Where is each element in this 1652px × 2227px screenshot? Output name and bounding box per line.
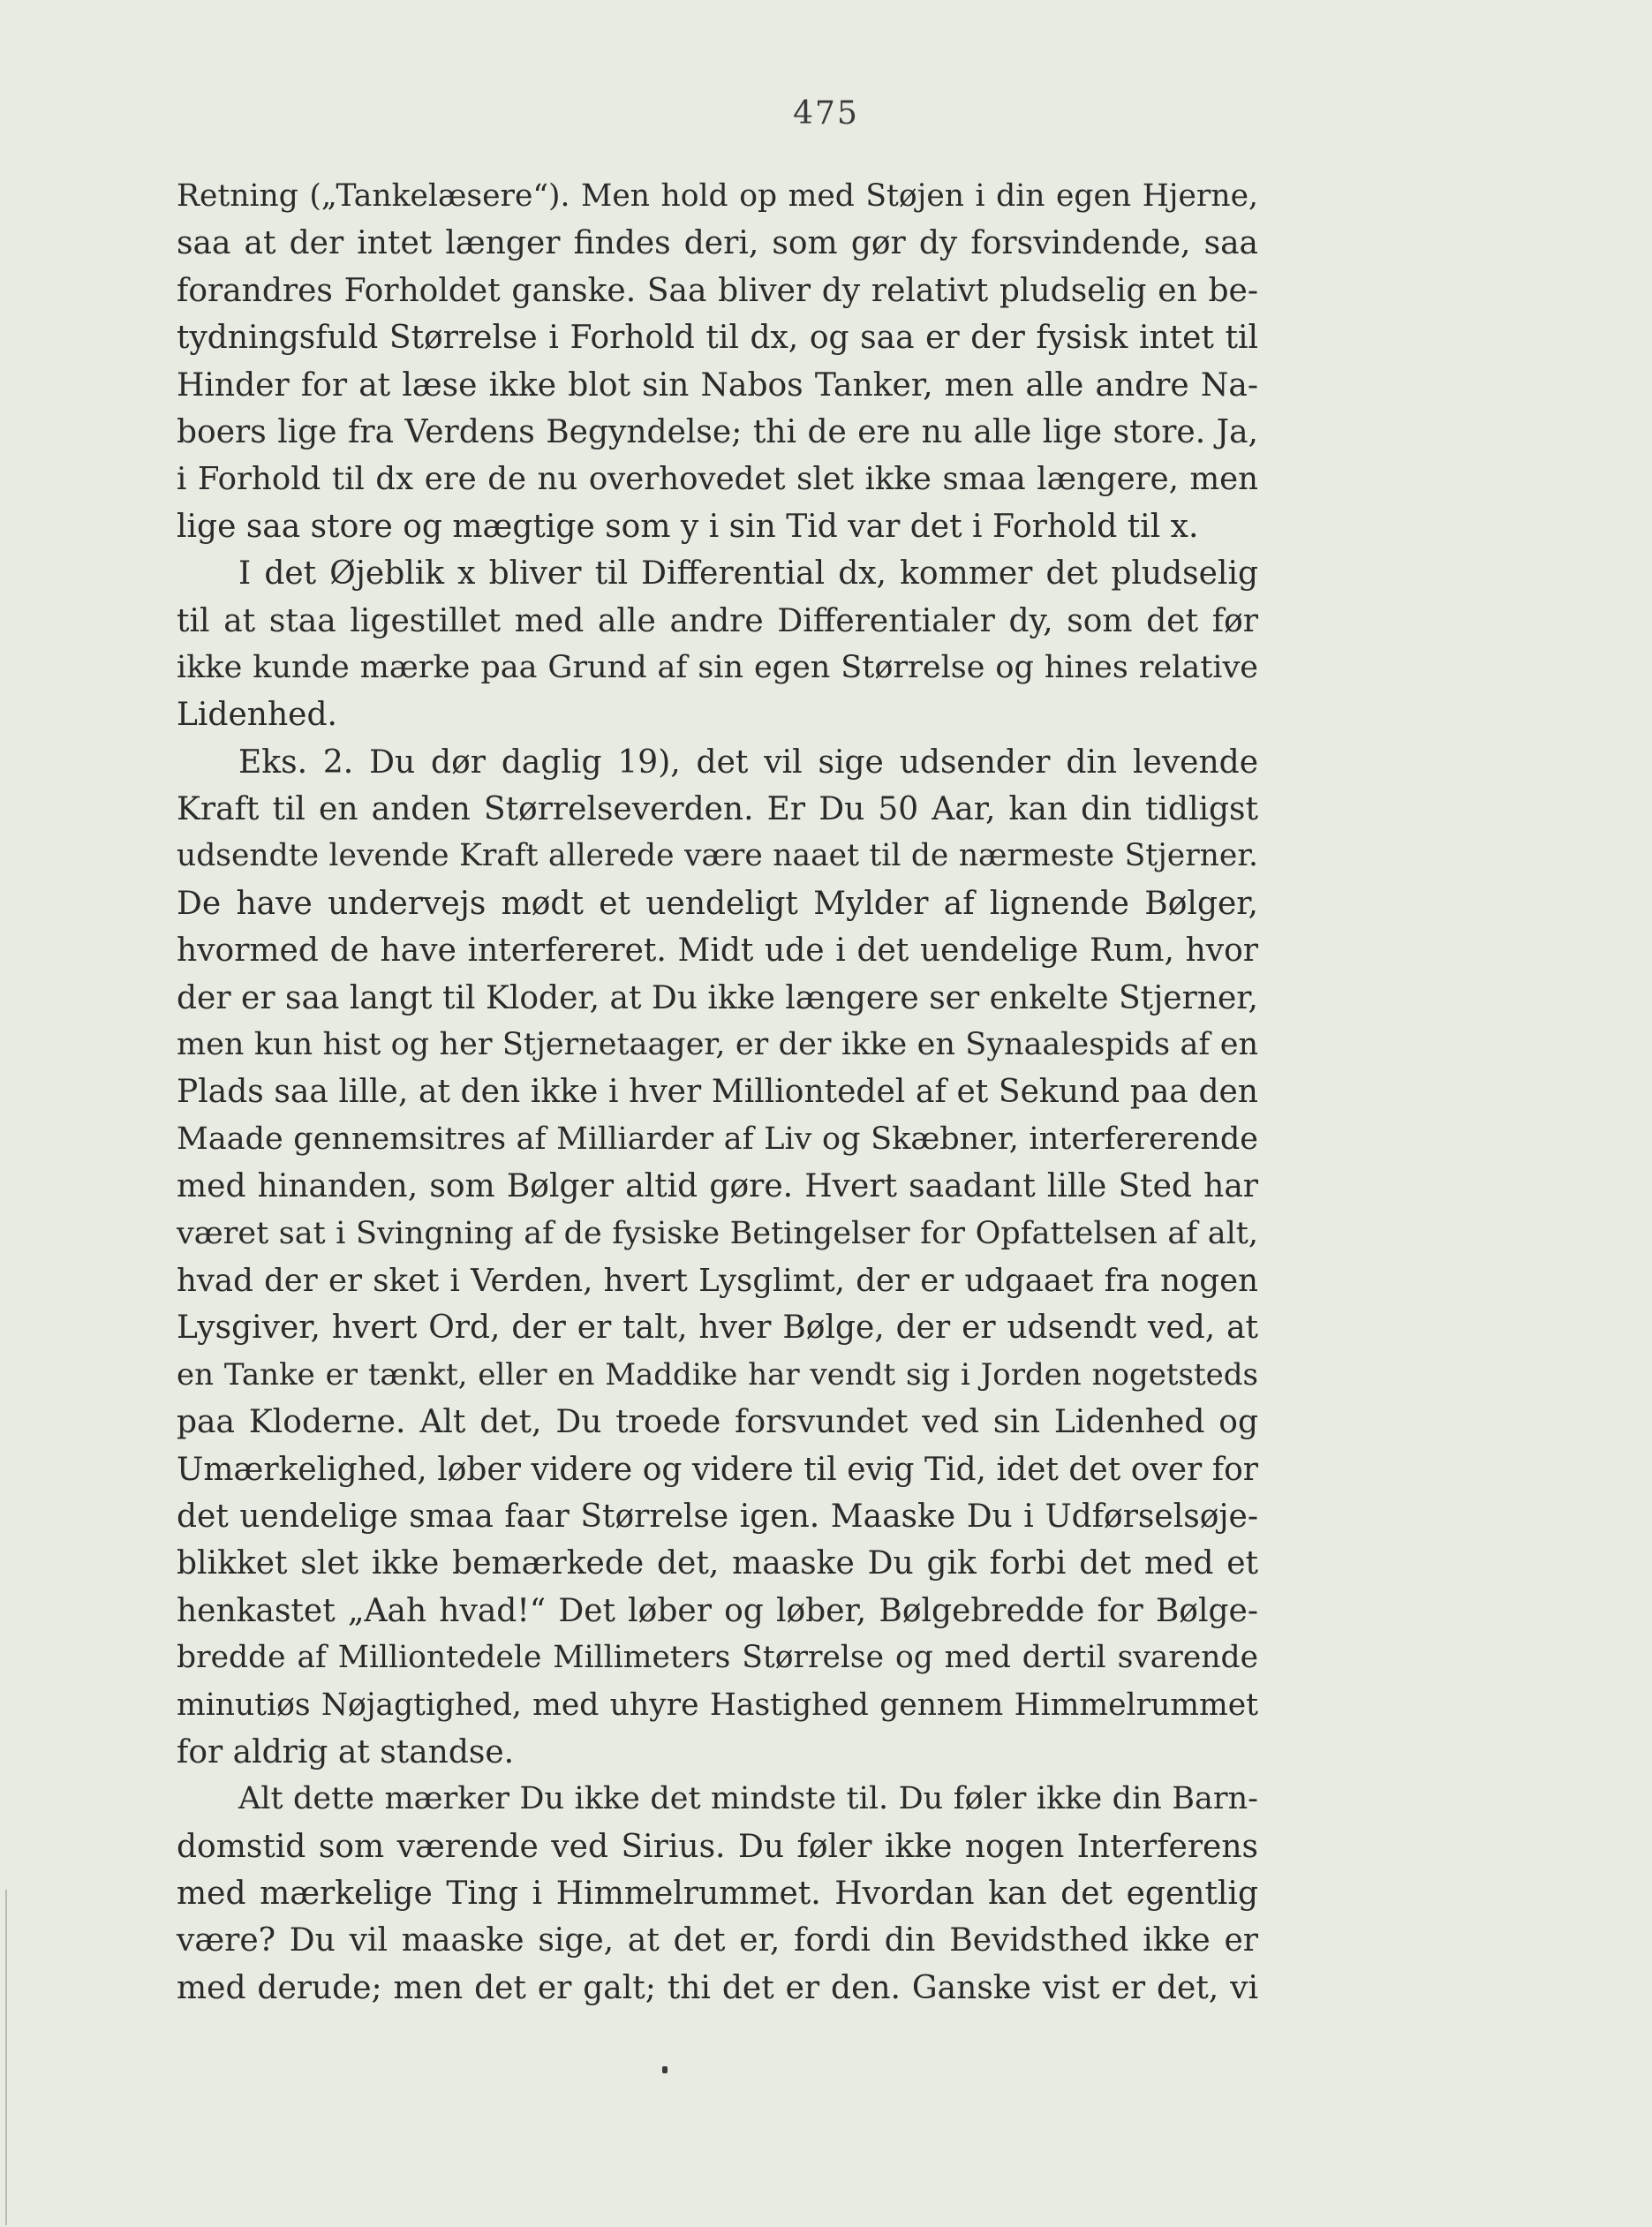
text-line: saa at der intet længer findes deri, som gør dy forsvindende, saa — [177, 225, 1258, 262]
body-text — [177, 173, 1258, 2012]
text-line: bredde af Milliontedele Millimeters Størrelse og med dertil svarende — [177, 1640, 1258, 1676]
text-line: til at staa ligestillet med alle andre Differentialer dy, som det før — [177, 602, 1258, 639]
ink-speck — [662, 2066, 668, 2073]
text-line: Alt dette mærker Du ikke det mindste til. Du føler ikke din Barn- — [238, 1781, 1258, 1817]
text-line: minutiøs Nøjagtighed, med uhyre Hastighed gennem Himmelrummet — [177, 1687, 1258, 1723]
text-line: være? Du vil maaske sige, at det er, fordi din Bevidsthed ikke er — [177, 1922, 1258, 1959]
text-line: Retning („Tankelæsere“). Men hold op med Støjen i din egen Hjerne, — [177, 178, 1258, 214]
text-line: Eks. 2. Du dør daglig 19), det vil sige udsender din levende — [238, 744, 1258, 781]
text-line: I det Øjeblik x bliver til Differential dx, kommer det pludselig — [238, 555, 1258, 593]
text-line: Umærkelighed, løber videre og videre til evig Tid, idet det over for — [177, 1451, 1258, 1488]
text-line: tydningsfuld Størrelse i Forhold til dx, og saa er der fysisk intet til — [177, 320, 1258, 357]
text-line: med hinanden, som Bølger altid gøre. Hvert saadant lille Sted har — [177, 1168, 1258, 1205]
text-line: ikke kunde mærke paa Grund af sin egen Størrelse og hines relative — [177, 649, 1258, 685]
text-line: forandres Forholdet ganske. Saa bliver dy relativt pludselig en be- — [177, 272, 1258, 309]
page-number: 475 — [793, 95, 859, 132]
text-line: for aldrig at standse. — [177, 1733, 515, 1770]
text-line: hvormed de have interfereret. Midt ude i det uendelige Rum, hvor — [177, 932, 1258, 970]
text-line: Lidenhed. — [177, 697, 337, 734]
text-line: henkastet „Aah hvad!“ Det løber og løber, Bølgebredde for Bølge- — [177, 1592, 1258, 1629]
text-line: med mærkelige Ting i Himmelrummet. Hvordan kan det egentlig — [177, 1876, 1258, 1913]
text-line: det uendelige smaa faar Størrelse igen. Maaske Du i Udførselsøje- — [177, 1498, 1258, 1535]
text-line: udsendte levende Kraft allerede være naaet til de nærmeste Stjerner. — [177, 838, 1258, 874]
text-line: en Tanke er tænkt, eller en Maddike har vendt sig i Jorden nogetsteds — [177, 1356, 1258, 1393]
text-line: lige saa store og mægtige som y i sin Tid var det i Forhold til x. — [177, 508, 1199, 545]
text-line: Lysgiver, hvert Ord, der er talt, hver Bølge, der er udsendt ved, at — [177, 1310, 1258, 1347]
text-line: i Forhold til dx ere de nu overhovedet slet ikke smaa længere, men — [177, 461, 1258, 498]
text-line: med derude; men det er galt; thi det er den. Ganske vist er det, vi — [177, 1969, 1258, 2006]
text-line: været sat i Svingning af de fysiske Betingelser for Opfattelsen af alt, — [177, 1215, 1258, 1251]
text-line: men kun hist og her Stjernetaager, er der ikke en Synaalespids af en — [177, 1027, 1258, 1063]
text-line: Hinder for at læse ikke blot sin Nabos Tanker, men alle andre Na- — [177, 366, 1258, 404]
text-line: hvad der er sket i Verden, hvert Lysglimt, der er udgaaet fra nogen — [177, 1262, 1258, 1299]
text-line: Maade gennemsitres af Milliarder af Liv og Skæbner, interfererende — [177, 1121, 1258, 1157]
text-line: der er saa langt til Kloder, at Du ikke længere ser enkelte Stjerner, — [177, 979, 1258, 1016]
scan-edge-line — [5, 1890, 7, 2225]
text-line: blikket slet ikke bemærkede det, maaske Du gik forbi det med et — [177, 1545, 1258, 1582]
text-line: Kraft til en anden Størrelseverden. Er Du 50 Aar, kan din tidligst — [177, 791, 1258, 828]
text-line: De have undervejs mødt et uendeligt Mylder af lignende Bølger, — [177, 885, 1258, 922]
text-line: boers lige fra Verdens Begyndelse; thi de ere nu alle lige store. Ja, — [177, 413, 1258, 450]
text-line: paa Kloderne. Alt det, Du troede forsvundet ved sin Lidenhed og — [177, 1404, 1258, 1441]
text-line: Plads saa lille, at den ikke i hver Milliontedel af et Sekund paa den — [177, 1074, 1258, 1111]
text-line: domstid som værende ved Sirius. Du føler ikke nogen Interferens — [177, 1828, 1258, 1865]
